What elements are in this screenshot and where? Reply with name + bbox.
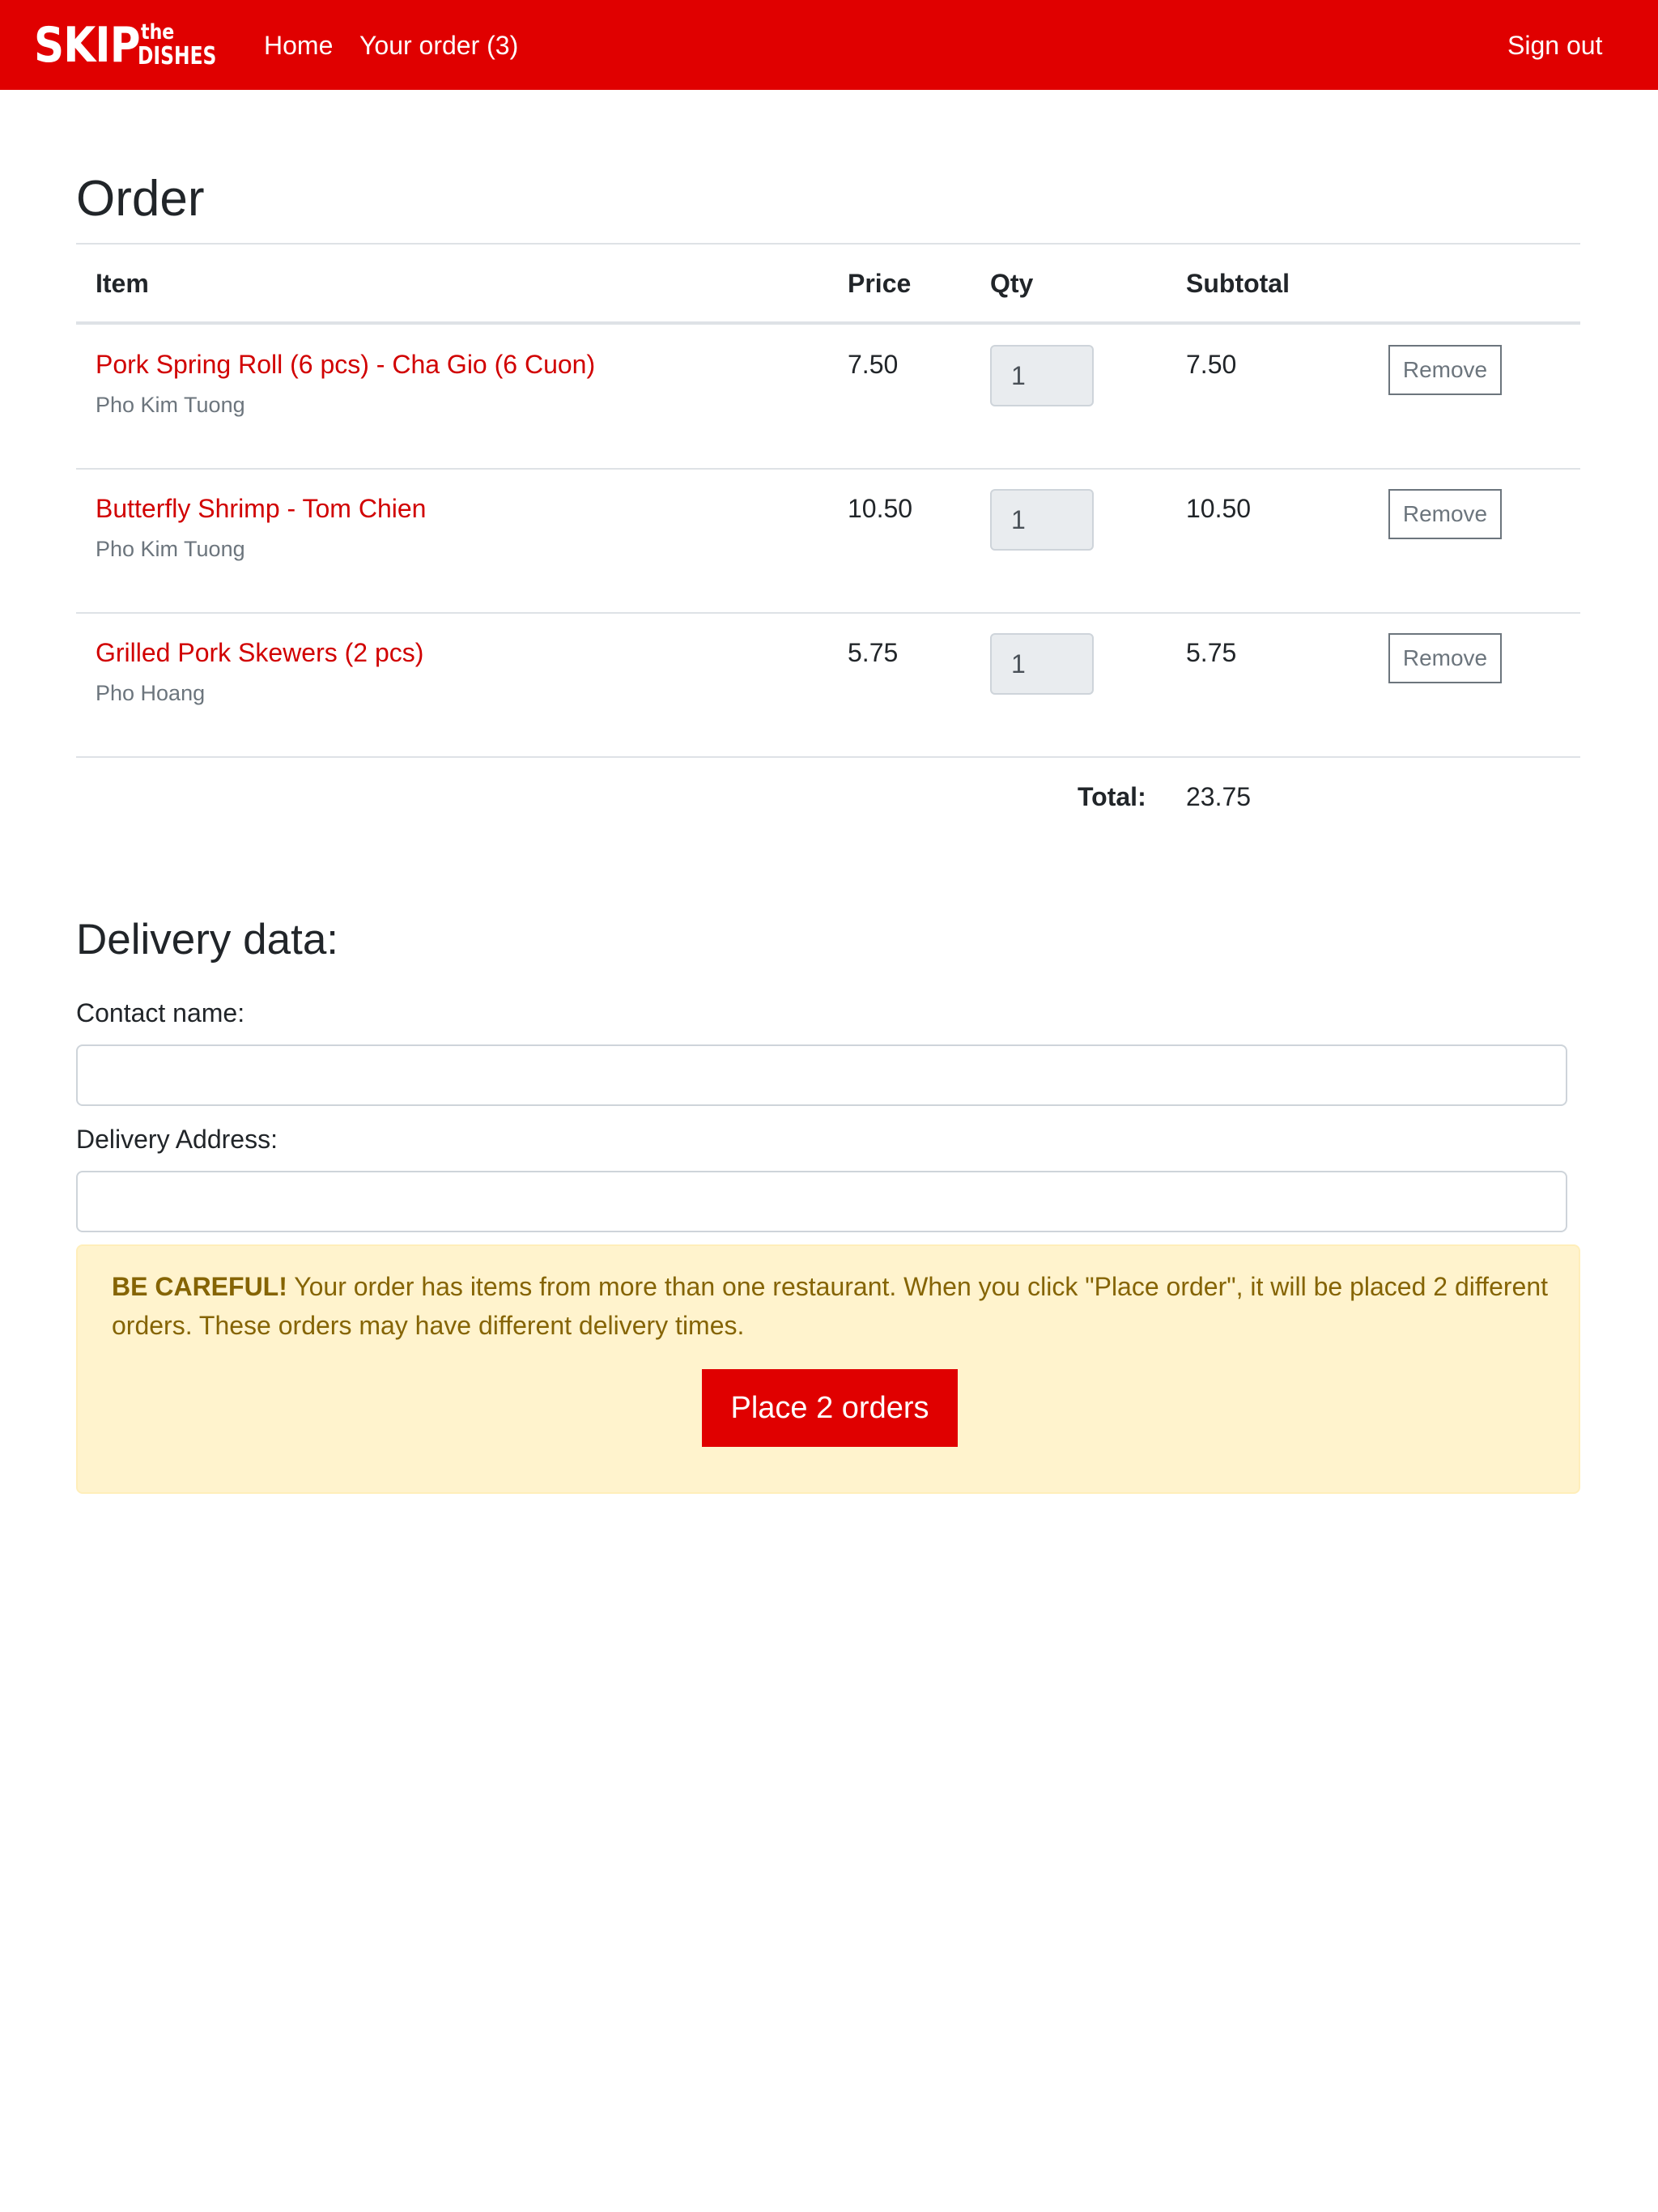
warning-text — [112, 1267, 1553, 1345]
delivery-address-label: Delivery Address: — [76, 1125, 278, 1154]
row-divider — [76, 468, 1580, 470]
column-header-item: Item — [96, 269, 149, 298]
item-name-link[interactable]: Pork Spring Roll (6 pcs) - Cha Gio (6 Cuon) — [96, 350, 596, 379]
top-navbar — [0, 0, 1658, 90]
remove-button[interactable]: Remove — [1388, 633, 1502, 683]
item-price: 7.50 — [848, 350, 899, 379]
table-top-divider — [76, 243, 1580, 245]
total-value: 23.75 — [1186, 782, 1252, 811]
item-subtotal: 7.50 — [1186, 350, 1237, 379]
item-name-link[interactable]: Butterfly Shrimp - Tom Chien — [96, 494, 427, 523]
warning-strong: BE CAREFUL! — [112, 1272, 287, 1301]
item-restaurant: Pho Hoang — [96, 681, 206, 705]
brand-logo-skip: SKIP — [34, 17, 140, 74]
total-label: Total: — [1078, 782, 1146, 811]
brand-logo[interactable] — [34, 18, 239, 73]
item-subtotal: 10.50 — [1186, 494, 1252, 523]
column-header-subtotal: Subtotal — [1186, 269, 1290, 298]
multi-restaurant-warning — [76, 1244, 1580, 1494]
row-divider — [76, 612, 1580, 614]
delivery-heading: Delivery data: — [76, 916, 339, 963]
contact-name-field[interactable] — [76, 1044, 1567, 1106]
contact-name-label: Contact name: — [76, 998, 245, 1027]
row-divider — [76, 756, 1580, 758]
brand-logo-dishes: DISHES — [138, 42, 217, 70]
quantity-input[interactable]: 1 — [990, 633, 1094, 695]
column-header-price: Price — [848, 269, 912, 298]
brand-logo-the: the — [141, 20, 175, 45]
item-name-link[interactable]: Grilled Pork Skewers (2 pcs) — [96, 638, 424, 667]
nav-home-link[interactable]: Home — [264, 31, 334, 60]
remove-button[interactable]: Remove — [1388, 345, 1502, 395]
warning-message: Your order has items from more than one restaurant. When you click "Place order", it will be placed 2 different orders. These orders may have different delivery times. — [112, 1272, 1548, 1340]
item-restaurant: Pho Kim Tuong — [96, 393, 245, 417]
item-price: 5.75 — [848, 638, 899, 667]
order-heading: Order — [76, 171, 205, 227]
place-orders-button[interactable]: Place 2 orders — [702, 1369, 958, 1447]
remove-button[interactable]: Remove — [1388, 489, 1502, 539]
table-header-divider — [76, 321, 1580, 325]
quantity-input[interactable]: 1 — [990, 345, 1094, 406]
quantity-input[interactable]: 1 — [990, 489, 1094, 551]
delivery-address-field[interactable] — [76, 1171, 1567, 1232]
nav-sign-out-link[interactable]: Sign out — [1507, 31, 1603, 60]
item-subtotal: 5.75 — [1186, 638, 1237, 667]
nav-your-order-link[interactable]: Your order (3) — [359, 31, 519, 60]
brand-logo-sub — [138, 22, 239, 69]
column-header-qty: Qty — [990, 269, 1034, 298]
item-price: 10.50 — [848, 494, 913, 523]
item-restaurant: Pho Kim Tuong — [96, 537, 245, 561]
